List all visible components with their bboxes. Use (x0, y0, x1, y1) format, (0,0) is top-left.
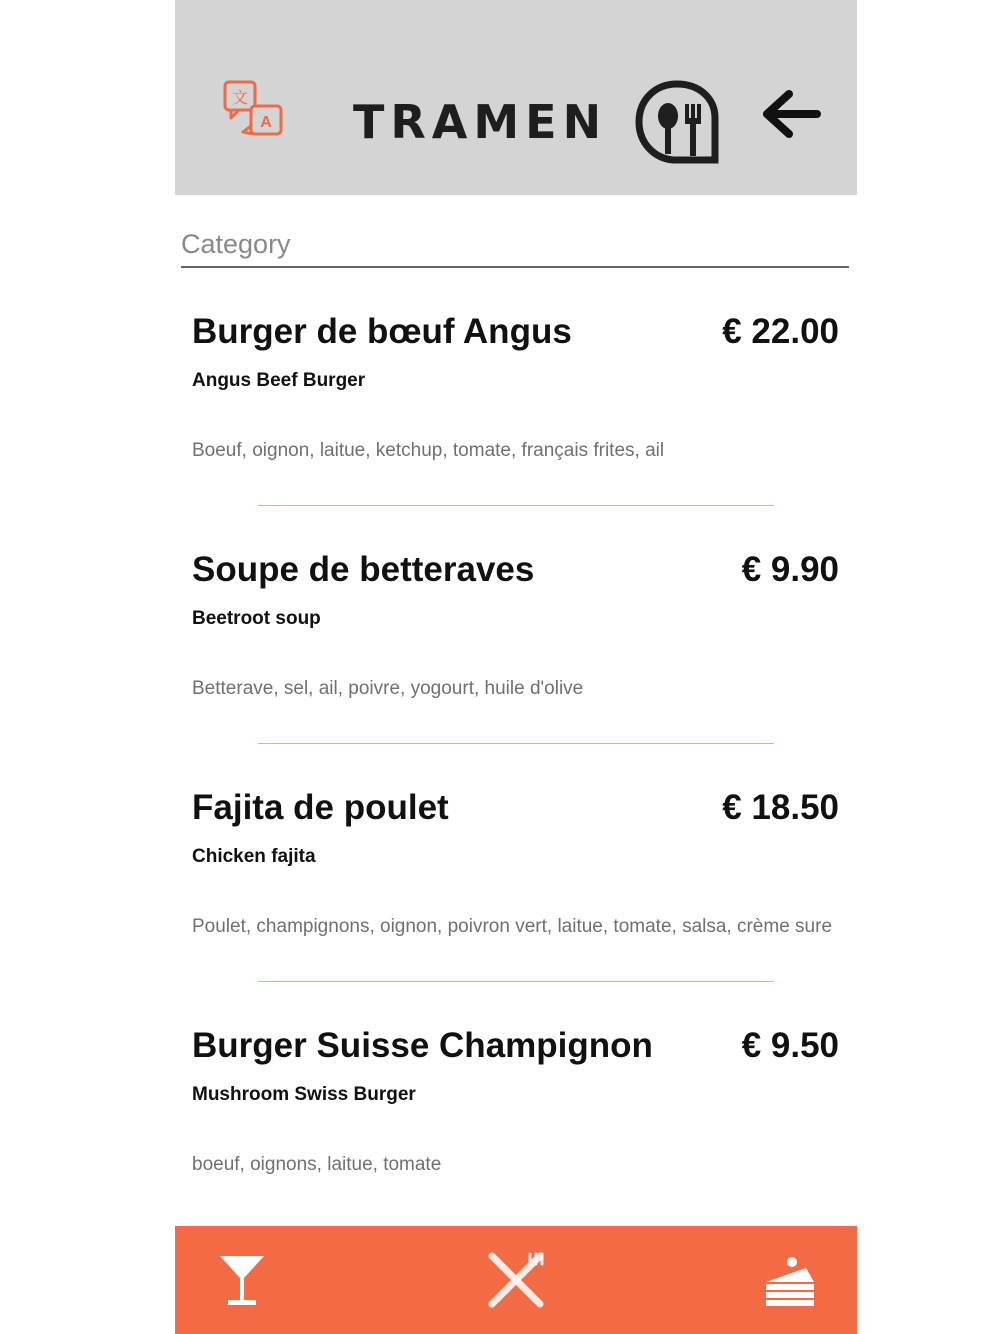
dish-price: € 9.90 (741, 550, 839, 589)
app-screen (175, 0, 857, 1334)
translate-icon (221, 76, 287, 142)
menu-item[interactable] (175, 506, 857, 744)
dish-name: Fajita de poulet (192, 788, 449, 827)
menu-list (175, 268, 857, 1214)
dish-ingredients: Boeuf, oignon, laitue, ketchup, tomate, français frites, ail (192, 440, 665, 461)
menu-item-header (192, 312, 839, 352)
nav-drinks-button[interactable] (209, 1247, 275, 1313)
menu-item-header (192, 550, 839, 590)
dish-name: Soupe de betteraves (192, 550, 535, 589)
arrow-left-icon (763, 86, 823, 142)
dish-translation: Mushroom Swiss Burger (192, 1084, 416, 1105)
brand-logo (353, 76, 721, 168)
fork-knife-icon (486, 1250, 546, 1310)
dish-translation: Beetroot soup (192, 608, 321, 629)
dish-ingredients: Betterave, sel, ail, poivre, yogourt, huile d'olive (192, 678, 584, 699)
dish-translation: Chicken fajita (192, 846, 316, 867)
cocktail-glass-icon (216, 1252, 268, 1308)
category-field[interactable] (181, 226, 849, 268)
dish-name: Burger de bœuf Angus (192, 312, 572, 351)
menu-item-header (192, 1026, 839, 1066)
brand-name: TRAMEN (353, 95, 608, 149)
svg-text:文: 文 (231, 88, 249, 107)
bottom-nav (175, 1226, 857, 1334)
translate-button[interactable] (221, 76, 287, 142)
dish-price: € 9.50 (741, 1026, 839, 1065)
dish-name: Burger Suisse Champignon (192, 1026, 653, 1065)
menu-item[interactable] (175, 744, 857, 982)
dish-price: € 18.50 (722, 788, 839, 827)
dish-ingredients: Poulet, champignons, oignon, poivron vert, laitue, tomate, salsa, crème sure (192, 916, 833, 937)
menu-item-header (192, 788, 839, 828)
dish-price: € 22.00 (722, 312, 839, 351)
app-header (175, 0, 857, 195)
back-button[interactable] (763, 86, 823, 142)
svg-text:A: A (260, 114, 272, 131)
menu-item[interactable] (175, 982, 857, 1214)
cake-slice-icon (762, 1252, 818, 1308)
nav-dishes-button[interactable] (483, 1247, 549, 1313)
menu-item[interactable] (175, 268, 857, 506)
category-input[interactable] (181, 226, 849, 262)
dish-ingredients: boeuf, oignons, laitue, tomate (192, 1154, 442, 1175)
fork-spoon-logo-icon (633, 78, 721, 166)
nav-desserts-button[interactable] (757, 1247, 823, 1313)
dish-translation: Angus Beef Burger (192, 370, 366, 391)
